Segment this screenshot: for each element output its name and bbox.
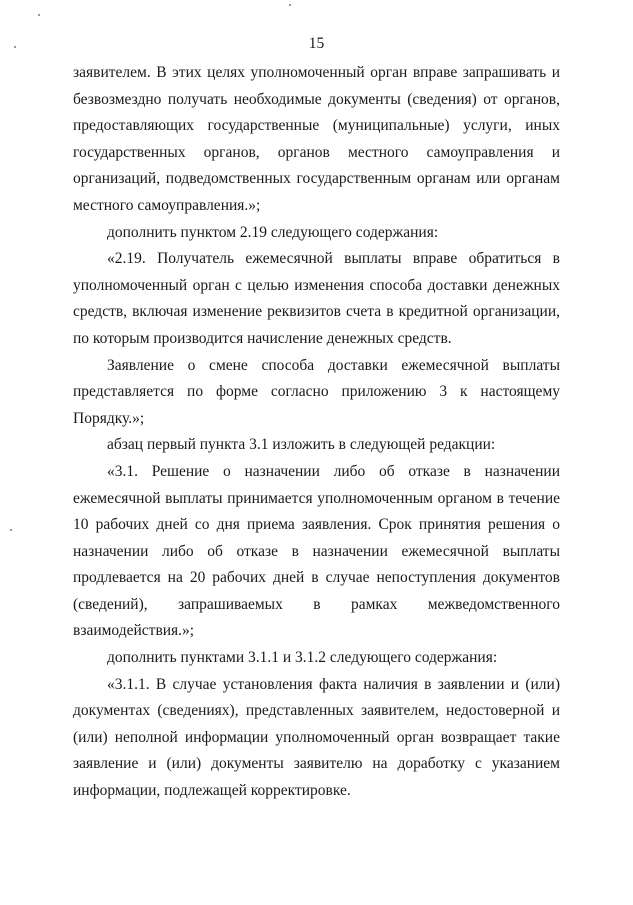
scan-speck xyxy=(10,529,12,531)
scan-speck xyxy=(14,46,16,48)
paragraph-clause-3-1: «3.1. Решение о назначении либо об отказе в назначении ежемесячной выплаты принимается уполномоченным органом в течение 10 рабочих дней со дня приема заявления. Срок принятия решения о назначении либо об отказе в назначении ежемесячной выплаты продлевается на 20 рабочих дней в случае непоступления документов (сведений), запрашиваемых в рамках межведомственного взаимодействия.»; xyxy=(73,462,560,640)
paragraph-amendment-instruction: дополнить пунктами 3.1.1 и 3.1.2 следующего содержания: xyxy=(107,649,498,667)
document-body xyxy=(73,60,560,805)
paragraph-clause-3-1-1: «3.1.1. В случае установления факта наличия в заявлении и (или) документах (сведениях), представленных заявителем, недостоверной и (или) неполной информации уполномоченный орган возвращает такие заявление и (или) документы заявителю на доработку с указанием информации, подлежащей корректировке. xyxy=(73,675,560,800)
scan-speck xyxy=(38,14,40,16)
scan-speck xyxy=(289,4,291,6)
paragraph-continuation: заявителем. В этих целях уполномоченный орган вправе запрашивать и безвозмездно получать необходимые документы (сведения) от органов, предоставляющих государственные (муниципальные) услуги, иных государственных органов, органов местного самоуправления и организаций, подведомственных государственным органам или органам местного самоуправления.»; xyxy=(73,64,560,214)
paragraph-amendment-instruction: абзац первый пункта 3.1 изложить в следующей редакции: xyxy=(107,436,496,454)
paragraph-amendment-instruction: дополнить пунктом 2.19 следующего содержания: xyxy=(107,223,439,241)
page-number: 15 xyxy=(308,35,325,52)
paragraph-application-form: Заявление о смене способа доставки ежемесячной выплаты представляется по форме согласно приложению 3 к настоящему Порядку.»; xyxy=(73,356,560,427)
paragraph-clause-2-19: «2.19. Получатель ежемесячной выплаты вправе обратиться в уполномоченный орган с целью изменения способа доставки денежных средств, включая изменение реквизитов счета в кредитной организации, по которым производится начисление денежных средств. xyxy=(73,250,560,347)
